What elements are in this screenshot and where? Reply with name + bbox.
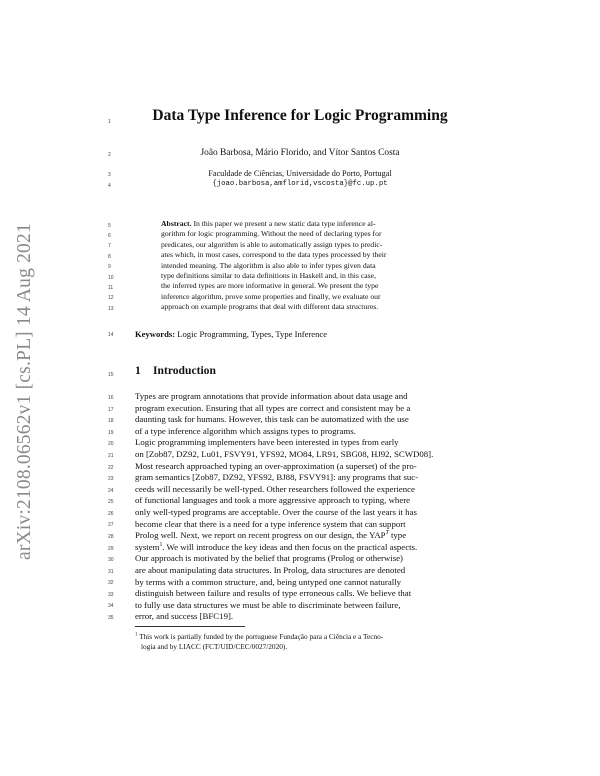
body-line: to fully use data structures we must be able to discriminate between failure,: [135, 599, 401, 610]
line-number: 1: [108, 119, 111, 125]
body-text-span: . We will introduce the key ideas and then focus on the practical aspects.: [162, 541, 418, 552]
body-line: [135, 542, 465, 554]
line-number: 10: [108, 275, 114, 281]
body-line: only well-typed programs are acceptable. Over the course of the last years it has: [135, 507, 417, 517]
abstract-line: the inferred types are more informative in general. We present the type: [161, 281, 379, 291]
line-number: 29: [108, 546, 114, 552]
footnote-text: This work is partially funded by the portuguese Fundação para a Ciência e a Tecno-: [137, 632, 384, 641]
body-text-span: system: [135, 541, 160, 552]
body-line: of functional languages and took a more aggressive approach to typing, where: [135, 495, 411, 506]
line-number: 21: [108, 453, 114, 459]
line-number: 6: [108, 233, 111, 239]
body-line: gram semantics [Zob87, DZ92, YFS92, BJ88, FSVY91]: any programs that suc-: [135, 472, 419, 483]
paper-authors: João Barbosa, Mário Florido, and Vítor Santos Costa: [200, 148, 400, 158]
line-number: 18: [108, 418, 114, 424]
abstract-line: intended meaning. The algorithm is also able to infer types given data: [161, 260, 376, 270]
body-line: [135, 530, 465, 542]
abstract-line: type definitions similar to data definitions in Haskell and, in this case,: [161, 271, 376, 280]
body-line: Most research approached typing an over-approximation (a superset) of the pro-: [135, 460, 417, 471]
line-number: 19: [108, 430, 114, 436]
line-number: 4: [108, 183, 111, 189]
abstract-line: predicates, our algorithm is able to automatically assign types to predic-: [161, 239, 383, 249]
body-line: daunting task for humans. However, this task can be automatized with the use: [135, 414, 409, 425]
body-line: of a type inference algorithm which assigns types to programs.: [135, 425, 356, 436]
paper-email: {joao.barbosa,amflorid,vscosta}@fc.up.pt: [212, 180, 388, 188]
keywords-label: Keywords:: [135, 329, 176, 339]
line-number: 15: [108, 372, 114, 378]
footnote-rule: [135, 626, 245, 627]
footnote-line: logia and by LIACC (FCT/UID/CEC/0027/2020).: [141, 642, 288, 651]
body-line: Our approach is motivated by the belief that programs (Prolog or otherwise): [135, 553, 403, 564]
line-number: 32: [108, 580, 114, 586]
paper-title: Data Type Inference for Logic Programming: [152, 107, 448, 124]
line-number: 30: [108, 557, 114, 563]
line-number: 16: [108, 395, 114, 401]
line-number: 35: [108, 615, 114, 621]
arxiv-stamp: arXiv:2108.06562v1 [cs.PL] 14 Aug 2021: [14, 223, 35, 560]
line-number: 12: [108, 295, 114, 301]
body-line: Logic programming implementers have been interested in types from early: [135, 437, 399, 448]
section-title: Introduction: [153, 364, 216, 377]
line-number: 9: [108, 264, 111, 270]
body-text-span: type: [388, 530, 407, 541]
body-line: ceeds will necessarily be well-typed. Other researchers followed the experience: [135, 483, 415, 494]
body-line: are about manipulating data structures. In Prolog, data structures are denoted: [135, 565, 406, 575]
line-number: 11: [108, 285, 114, 291]
body-line: by terms with a common structure, and, being untyped one cannot naturally: [135, 576, 402, 587]
line-number: 22: [108, 465, 114, 471]
line-number: 31: [108, 569, 114, 575]
abstract-line: ates which, in most cases, correspond to the data types processed by their: [161, 250, 387, 260]
paper-affiliation: Faculdade de Ciências, Universidade do Porto, Portugal: [208, 169, 392, 178]
abstract-line: inference algorithm, prove some properties and finally, we evaluate our: [161, 291, 381, 301]
line-number: 34: [108, 603, 114, 609]
line-number: 13: [108, 306, 114, 312]
line-number: 20: [108, 441, 114, 447]
section-number: 1: [135, 364, 141, 377]
line-number: 14: [108, 332, 114, 338]
section-heading: [135, 364, 216, 377]
body-line: program execution. Ensuring that all types are correct and consistent may be a: [135, 402, 411, 413]
line-number: 7: [108, 243, 111, 249]
abstract-text: In this paper we present a new static data type inference al-: [191, 219, 376, 228]
line-number: 2: [108, 152, 111, 158]
footnote-line: [135, 632, 465, 641]
keywords: [135, 329, 327, 339]
body-line: distinguish between failure and results of type erroneous calls. We believe that: [135, 588, 412, 599]
body-text-span: Prolog well. Next, we report on recent progress on our design, the YAP: [135, 530, 386, 541]
body-line: become clear that there is a need for a type inference system that can support: [135, 518, 406, 529]
footnote-ref[interactable]: 1: [159, 541, 163, 548]
line-number: 24: [108, 488, 114, 494]
line-number: 33: [108, 592, 114, 598]
line-number: 3: [108, 172, 111, 178]
line-number: 27: [108, 522, 114, 528]
keywords-text: Logic Programming, Types, Type Inference: [175, 329, 328, 339]
line-number: 17: [108, 407, 114, 413]
body-line: Types are program annotations that provide information about data usage and: [135, 391, 408, 401]
footnote-mark: 1: [135, 632, 138, 638]
line-number: 23: [108, 476, 114, 482]
abstract-line: [161, 219, 443, 229]
line-number: 25: [108, 499, 114, 505]
line-number: 26: [108, 511, 114, 517]
line-number: 5: [108, 223, 111, 229]
body-line: on [Zob87, DZ92, Lu01, FSVY91, YFS92, MO84, LR91, SBG08, HJ92, SCWD08].: [135, 449, 434, 459]
line-number: 8: [108, 254, 111, 260]
abstract-line: approach on example programs that deal with different data structures.: [161, 302, 379, 312]
body-line: error, and success [BFC19].: [135, 611, 234, 622]
yap-superscript: T: [385, 530, 389, 537]
abstract-label: Abstract.: [161, 219, 192, 228]
abstract-line: gorithm for logic programming. Without the need of declaring types for: [161, 229, 382, 239]
line-number: 28: [108, 534, 114, 540]
